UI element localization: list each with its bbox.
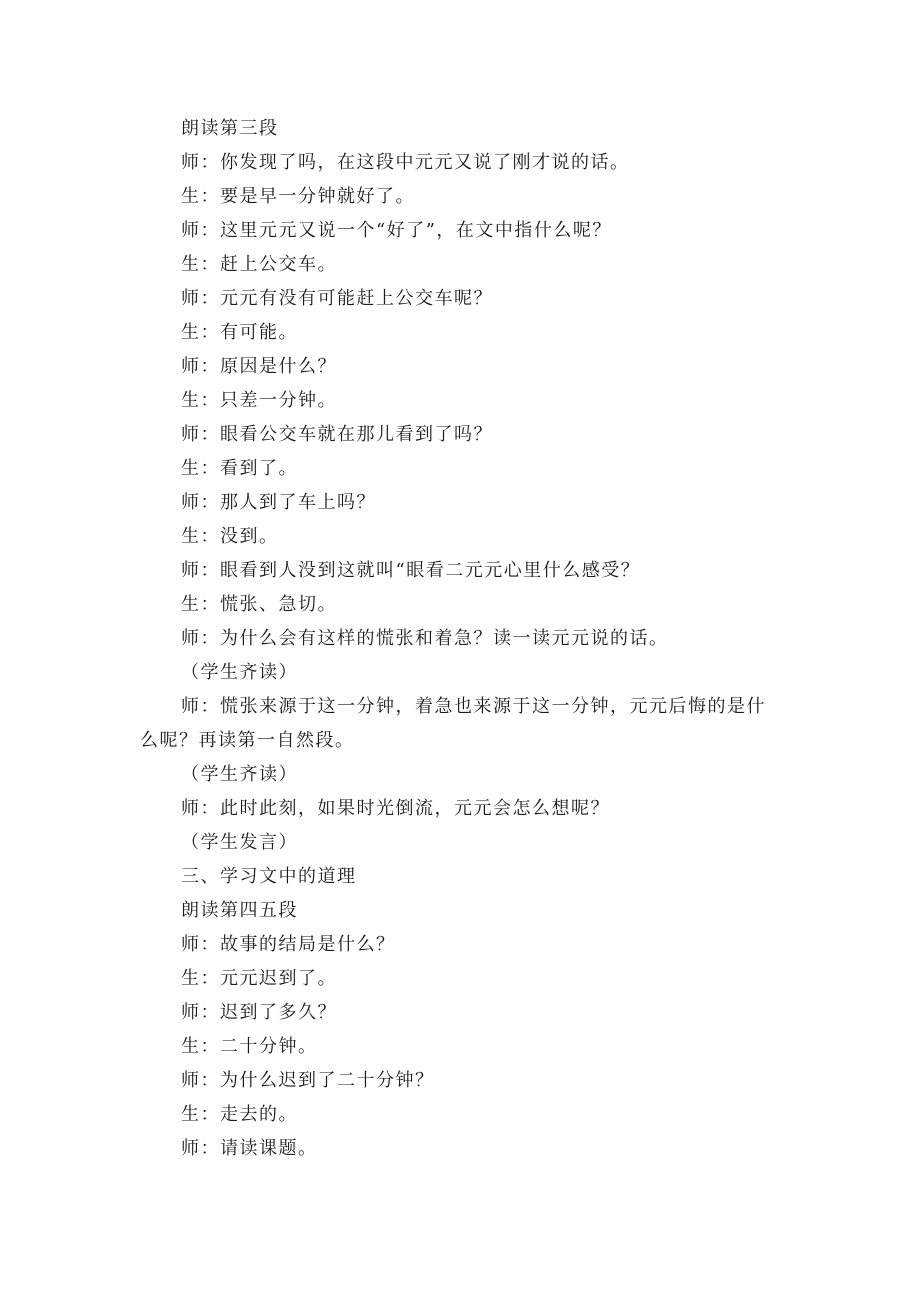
- paragraph: 师：故事的结局是什么？: [181, 934, 396, 955]
- paragraph: 生：要是早一分钟就好了。: [181, 186, 415, 207]
- stage-direction: （学生齐读）: [181, 764, 298, 785]
- paragraph: 生：没到。: [181, 526, 279, 547]
- paragraph: 师：请读课题。: [181, 1138, 318, 1159]
- paragraph: 生：有可能。: [181, 322, 298, 343]
- paragraph: 生：看到了。: [181, 458, 298, 479]
- paragraph: 朗读第三段: [181, 118, 279, 139]
- document-body: [140, 112, 780, 1166]
- paragraph: 师：此时此刻，如果时光倒流，元元会怎么想呢？: [181, 798, 610, 819]
- paragraph: 师：眼看到人没到这就叫“眼看二元元心里什么感受？: [181, 560, 641, 581]
- paragraph: 师：眼看公交车就在那儿看到了吗？: [181, 424, 493, 445]
- stage-direction: （学生发言）: [181, 832, 298, 853]
- paragraph: 生：赶上公交车。: [181, 254, 337, 275]
- section-heading: 三、学习文中的道理: [181, 866, 357, 887]
- paragraph: 生：元元迟到了。: [181, 968, 337, 989]
- paragraph: 师：迟到了多久？: [181, 1002, 337, 1023]
- paragraph: 师：慌张来源于这一分钟，着急也来源于这一分钟，元元后悔的是什么呢？再读第一自然段。: [140, 696, 766, 751]
- paragraph: 生：只差一分钟。: [181, 390, 337, 411]
- paragraph: 师：为什么会有这样的慌张和着急？读一读元元说的话。: [181, 628, 669, 649]
- paragraph: 师：那人到了车上吗？: [181, 492, 376, 513]
- paragraph: 生：慌张、急切。: [181, 594, 337, 615]
- paragraph: 朗读第四五段: [181, 900, 298, 921]
- paragraph: 师：原因是什么？: [181, 356, 337, 377]
- paragraph: 师：元元有没有可能赶上公交车呢？: [181, 288, 493, 309]
- paragraph: 师：这里元元又说一个“好了”，在文中指什么呢？: [181, 220, 612, 241]
- paragraph: 生：走去的。: [181, 1104, 298, 1125]
- stage-direction: （学生齐读）: [181, 662, 298, 683]
- paragraph: 师：为什么迟到了二十分钟？: [181, 1070, 435, 1091]
- paragraph: 生：二十分钟。: [181, 1036, 318, 1057]
- paragraph: 师：你发现了吗，在这段中元元又说了刚才说的话。: [181, 152, 630, 173]
